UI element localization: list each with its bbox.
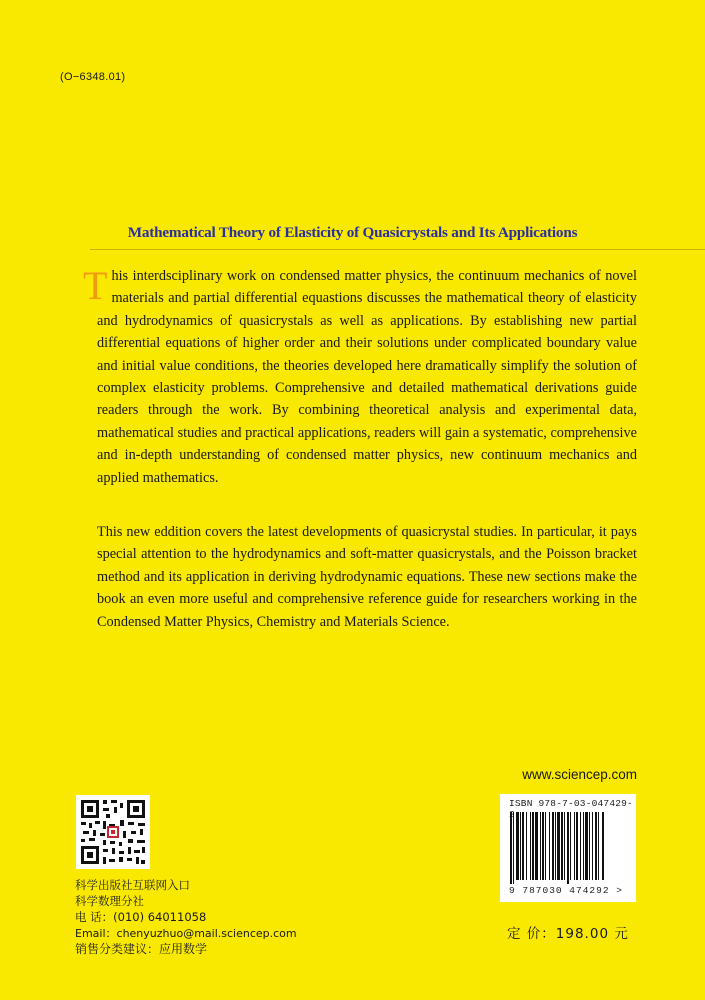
book-title: Mathematical Theory of Elasticity of Quasicrystals and Its Applications bbox=[127, 224, 578, 241]
isbn-barcode bbox=[500, 794, 636, 902]
isbn-digits: 9 787030 474292 > bbox=[509, 885, 623, 896]
title-divider bbox=[90, 249, 705, 250]
barcode-icon bbox=[508, 812, 628, 884]
qr-code bbox=[76, 795, 150, 869]
blurb-paragraph-1 bbox=[83, 263, 637, 489]
sales-category: 销售分类建议：应用数学 bbox=[75, 942, 208, 956]
contact-portal: 科学出版社互联网入口 bbox=[75, 878, 190, 892]
qr-code-icon bbox=[76, 795, 150, 869]
publisher-website: www.sciencep.com bbox=[522, 767, 637, 782]
contact-phone: 电 话：(010) 64011058 bbox=[75, 910, 207, 924]
drop-cap: T bbox=[83, 263, 108, 308]
blurb-paragraph-1-text: his interdsciplinary work on condensed matter physics, the continuum mechanics of novel materials and partial differential equastions discusses the mathematical theory of elasticity and hydrodynamics of quasicrystals as well as applications. By establishing new partial differential equations of higher order and their solutions under complicated boundary value and initial value conditions, the theories developed here dramatically simplify the solution of complex elasticity problems. Comprehensive and detailed mathematical derivations guide readers through the work. By combining theoretical analysis and experimental data, mathematical studies and practical applications, readers will gain a systematic, comprehensive and in-depth understanding of condensed matter physics, new continuum mechanics and applied mathematics. bbox=[97, 268, 637, 486]
blurb-paragraph-2: This new eddition covers the latest developments of quasicrystal studies. In particular, it pays special attention to the hydrodynamics and soft-matter quasicrystals, and the Poisson bracket method and its application in deriving hydrodynamic equations. These new sections make the book an even more useful and comprehensive reference guide for researchers working in the Condensed Matter Physics, Chemistry and Materials Science. bbox=[97, 524, 637, 630]
price: 定 价：198.00 元 bbox=[507, 926, 629, 942]
contact-division: 科学数理分社 bbox=[75, 894, 144, 908]
catalog-code: (O−6348.01) bbox=[60, 71, 126, 83]
isbn-label: ISBN 978-7-03-047429- bbox=[509, 798, 633, 809]
contact-email: Email：chenyuzhuo@mail.sciencep.com bbox=[75, 927, 297, 940]
